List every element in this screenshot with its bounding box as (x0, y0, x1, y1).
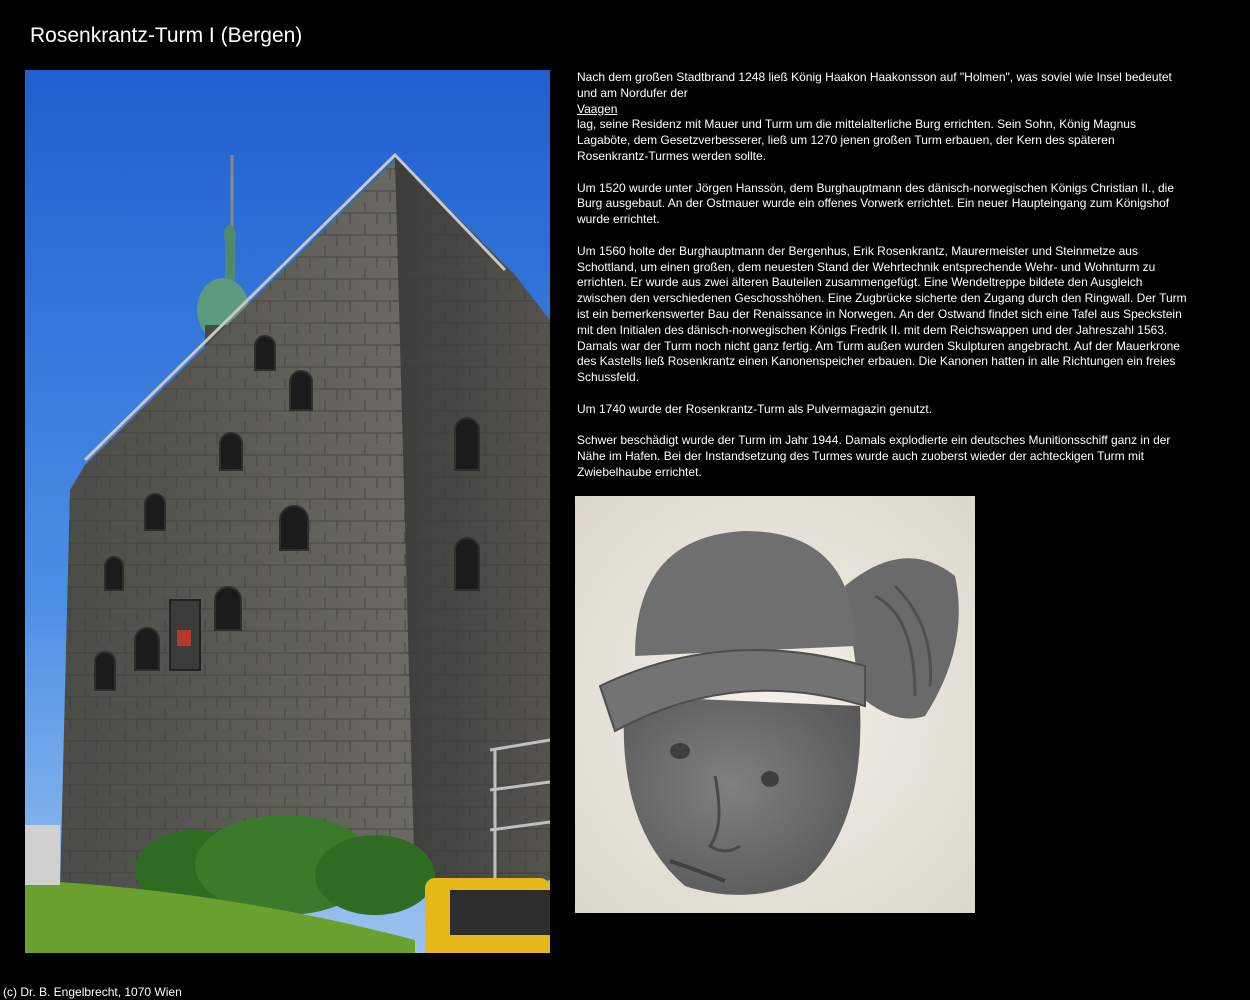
tower-photo-svg (25, 70, 550, 953)
vaagen-link[interactable]: Vaagen (577, 101, 618, 116)
paragraph-1-after: lag, seine Residenz mit Mauer und Turm um die mittelalterliche Burg errichten. Sein Sohn, König Magnus Lagaböte, dem Gesetzverbesserer, ließ um 1270 jenen großen Turm erbauen, der Kern des späteren Rosenkrantz-Turmes werden sollte. (577, 117, 1136, 163)
left-eye (670, 743, 690, 759)
right-eye (761, 771, 779, 787)
paragraph-1 (577, 70, 1187, 165)
sculpture-photo (575, 496, 975, 913)
copyright-footer: (c) Dr. B. Engelbrecht, 1070 Wien (3, 985, 182, 999)
paragraph-1-before: Nach dem großen Stadtbrand 1248 ließ König Haakon Haakonsson auf "Holmen", was soviel wie Insel bedeutet und am Nordufer der (577, 70, 1172, 100)
paragraph-3: Um 1560 holte der Burghauptmann der Bergenhus, Erik Rosenkrantz, Maurermeister und Steinmetze aus Schottland, um einen großen, dem neuesten Stand der Wehrtechnik entsprechende Wehr- und Wohnturm zu errichten. Er wurde aus zwei älteren Bauteilen zusammengefügt. Eine Wendeltreppe bildete den Ausgleich zwischen den verschiedenen Geschosshöhen. Eine Zugbrücke sicherte den Zugang durch den Ringwall. Der Turm ist ein bemerkenswerter Bau der Renaissance in Norwegen. An der Ostwand findet sich eine Tafel aus Speckstein mit den Initialen des dänisch-norwegischen Königs Fredrik II. mit dem Reichswappen und der Jahreszahl 1563. Damals war der Turm noch nicht ganz fertig. Am Turm außen wurden Skulpturen angebracht. Auf der Mauerkrone des Kastells ließ Rosenkrantz einen Kanonenspeicher erbauen. Die Kanonen hatten in alle Richtungen ein freies Schussfeld. (577, 243, 1187, 385)
sculpture-photo-svg (575, 496, 975, 913)
paragraph-5: Schwer beschädigt wurde der Turm im Jahr 1944. Damals explodierte ein deutsches Munitionsschiff ganz in der Nähe im Hafen. Bei der Instandsetzung des Turmes wurde auch zuoberst wieder der achteckigen Turm mit Zwiebelhaube errichtet. (577, 433, 1171, 479)
article-text (577, 70, 1187, 497)
tower-photo (25, 70, 550, 953)
paragraph-4: Um 1740 wurde der Rosenkrantz-Turm als Pulvermagazin genutzt. (577, 401, 933, 416)
paragraph-2: Um 1520 wurde unter Jörgen Hanssön, dem Burghauptmann des dänisch-norwegischen Königs Christian II., die Burg ausgebaut. An der Ostmauer wurde ein offenes Vorwerk errichtet. Ein neuer Haupteingang zum Königshof wurde errichtet. (577, 180, 1174, 227)
page-title: Rosenkrantz-Turm I (Bergen) (30, 24, 303, 47)
